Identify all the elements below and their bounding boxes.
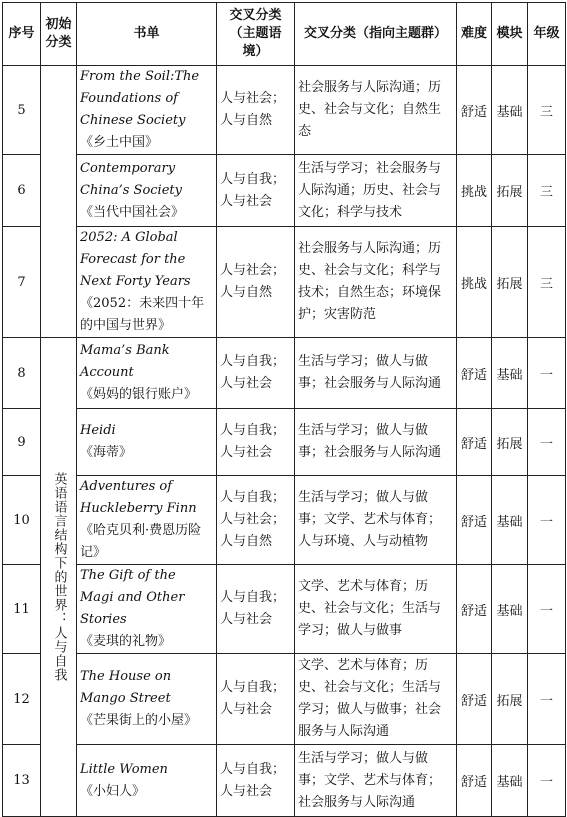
book-title-en: From the Soil:The Foundations of Chinese Society: [80, 69, 200, 128]
table-row: [3, 654, 566, 745]
cross-theme-cell: 生活与学习；做人与做事；文学、艺术与体育；社会服务与人际沟通: [295, 745, 457, 817]
book-cell: [77, 745, 217, 817]
module-cell: 基础: [492, 565, 528, 654]
cross-context-cell: 人与自我；人与社会: [217, 409, 295, 476]
cross-theme-cell: 生活与学习；做人与做事；社会服务与人际沟通: [295, 409, 457, 476]
row-id: 11: [3, 565, 41, 654]
book-cell: [77, 227, 217, 338]
difficulty-cell: 舒适: [457, 338, 492, 409]
book-list-table: [2, 2, 566, 817]
cross-theme-cell: 生活与学习；做人与做事；文学、艺术与体育；人与环境、人与动植物: [295, 476, 457, 565]
module-cell: 拓展: [492, 409, 528, 476]
cross-context-cell: 人与社会；人与自然: [217, 66, 295, 155]
book-title-cn: 《麦琪的礼物》: [80, 634, 172, 649]
book-cell: [77, 654, 217, 745]
book-cell: [77, 476, 217, 565]
cross-theme-cell: 文学、艺术与体育；历史、社会与文化；生活与学习；做人与做事: [295, 565, 457, 654]
category-cell-empty: [41, 66, 77, 338]
book-cell: [77, 409, 217, 476]
row-id: 5: [3, 66, 41, 155]
header-category: 初始分类: [41, 3, 77, 66]
difficulty-cell: 舒适: [457, 476, 492, 565]
grade-cell: 一: [528, 476, 566, 565]
book-title-en: 2052: A Global Forecast for the Next Forty Years: [80, 230, 191, 289]
category-cell: [41, 338, 77, 817]
cross-context-cell: 人与自我；人与社会: [217, 338, 295, 409]
table-row: [3, 66, 566, 155]
table-row: [3, 409, 566, 476]
row-id: 6: [3, 155, 41, 227]
book-cell: [77, 155, 217, 227]
grade-cell: 三: [528, 66, 566, 155]
table-row: [3, 155, 566, 227]
row-id: 9: [3, 409, 41, 476]
book-title-en: Little Women: [80, 761, 168, 777]
row-id: 8: [3, 338, 41, 409]
cross-context-cell: 人与自我；人与社会: [217, 565, 295, 654]
book-title-en: Mama’s Bank Account: [80, 343, 170, 380]
book-title-en: The House on Mango Street: [80, 669, 172, 706]
difficulty-cell: 舒适: [457, 66, 492, 155]
book-title-cn: 《芒果街上的小屋》: [80, 713, 198, 728]
row-id: 13: [3, 745, 41, 817]
table-row: [3, 227, 566, 338]
book-cell: [77, 338, 217, 409]
row-id: 10: [3, 476, 41, 565]
module-cell: 拓展: [492, 654, 528, 745]
row-id: 12: [3, 654, 41, 745]
category-label: 英语语言结构下的世界：人与自我: [51, 472, 67, 682]
header-module: 模块: [492, 3, 528, 66]
module-cell: 基础: [492, 476, 528, 565]
grade-cell: 三: [528, 227, 566, 338]
table-row: [3, 565, 566, 654]
book-title-en: Contemporary China’s Society: [80, 160, 182, 198]
book-title-cn: 《哈克贝利·费恩历险记》: [80, 523, 202, 560]
book-title-en: Adventures of Huckleberry Finn: [80, 479, 197, 516]
difficulty-cell: 挑战: [457, 155, 492, 227]
book-title-cn: 《妈妈的银行账户》: [80, 387, 198, 402]
module-cell: 基础: [492, 66, 528, 155]
module-cell: 基础: [492, 338, 528, 409]
book-title-cn: 《海蒂》: [80, 445, 133, 460]
book-title-cn: 《当代中国社会》: [80, 204, 185, 220]
header-cross-theme: 交叉分类（指向主题群）: [295, 3, 457, 66]
grade-cell: 一: [528, 654, 566, 745]
header-book: 书单: [77, 3, 217, 66]
cross-context-cell: 人与自我；人与社会: [217, 654, 295, 745]
grade-cell: 一: [528, 338, 566, 409]
book-cell: [77, 565, 217, 654]
table-row: [3, 476, 566, 565]
difficulty-cell: 舒适: [457, 745, 492, 817]
book-title-en: Heidi: [80, 423, 116, 438]
grade-cell: 三: [528, 155, 566, 227]
module-cell: 拓展: [492, 227, 528, 338]
cross-context-cell: 人与自我；人与社会；人与自然: [217, 476, 295, 565]
difficulty-cell: 挑战: [457, 227, 492, 338]
cross-theme-cell: 社会服务与人际沟通；历史、社会与文化；科学与技术；自然生态；环境保护；灾害防范: [295, 227, 457, 338]
book-title-en: The Gift of the Magi and Other Stories: [80, 568, 185, 627]
cross-context-cell: 人与自我；人与社会: [217, 745, 295, 817]
cross-context-cell: 人与社会；人与自然: [217, 227, 295, 338]
cross-theme-cell: 文学、艺术与体育；历史、社会与文化；生活与学习；做人与做事；社会服务与人际沟通: [295, 654, 457, 745]
cross-theme-cell: 社会服务与人际沟通；历史、社会与文化；自然生态: [295, 66, 457, 155]
header-row: [3, 3, 566, 66]
header-grade: 年级: [528, 3, 566, 66]
table-row: [3, 745, 566, 817]
book-title-cn: 《2052：未来四十年的中国与世界》: [80, 296, 205, 333]
book-title-cn: 《乡土中国》: [80, 135, 159, 150]
grade-cell: 一: [528, 409, 566, 476]
cross-theme-cell: 生活与学习；做人与做事；社会服务与人际沟通: [295, 338, 457, 409]
header-id: 序号: [3, 3, 41, 66]
header-difficulty: 难度: [457, 3, 492, 66]
book-title-cn: 《小妇人》: [80, 783, 146, 799]
grade-cell: 一: [528, 565, 566, 654]
book-cell: [77, 66, 217, 155]
difficulty-cell: 舒适: [457, 565, 492, 654]
header-cross-context: 交叉分类（主题语境）: [217, 3, 295, 66]
module-cell: 基础: [492, 745, 528, 817]
row-id: 7: [3, 227, 41, 338]
grade-cell: 一: [528, 745, 566, 817]
module-cell: 拓展: [492, 155, 528, 227]
cross-theme-cell: 生活与学习；社会服务与人际沟通；历史、社会与文化；科学与技术: [295, 155, 457, 227]
table-row: [3, 338, 566, 409]
cross-context-cell: 人与自我；人与社会: [217, 155, 295, 227]
difficulty-cell: 舒适: [457, 654, 492, 745]
difficulty-cell: 舒适: [457, 409, 492, 476]
